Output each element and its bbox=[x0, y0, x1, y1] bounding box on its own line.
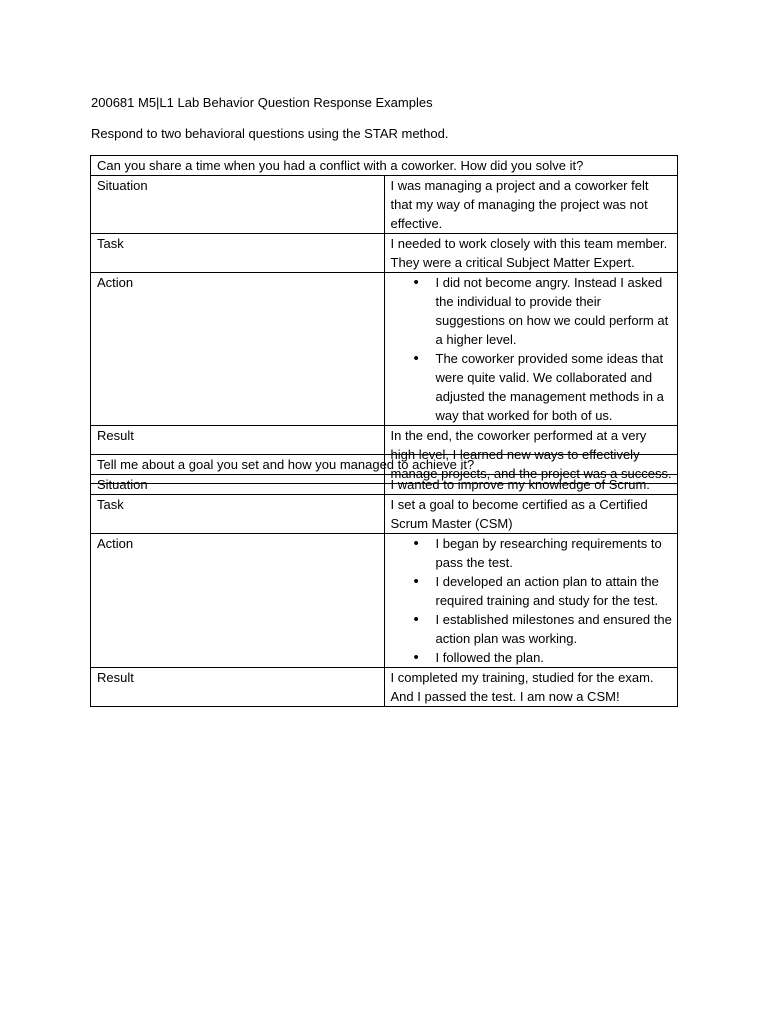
row-label: Task bbox=[91, 234, 385, 273]
star-table-goal bbox=[90, 454, 678, 707]
row-text: I set a goal to become certified as a Certified Scrum Master (CSM) bbox=[384, 495, 678, 534]
question-cell: Can you share a time when you had a conflict with a coworker. How did you solve it? bbox=[91, 156, 678, 176]
row-text: In the end, the coworker performed at a very high level, I learned new ways to effectively manage projects, and the project was a success. bbox=[384, 426, 678, 484]
row-text: I was managing a project and a coworker felt that my way of managing the project was not effective. bbox=[384, 176, 678, 234]
table-row-situation bbox=[91, 176, 678, 234]
bullet-list bbox=[391, 534, 673, 667]
row-bullets-cell bbox=[384, 273, 678, 426]
table-row-action bbox=[91, 534, 678, 668]
row-label: Action bbox=[91, 273, 385, 426]
row-bullets-cell bbox=[384, 534, 678, 668]
table-row-action bbox=[91, 273, 678, 426]
bullet-item: • I established milestones and ensured the action plan was working. bbox=[436, 610, 673, 648]
question-cell: Tell me about a goal you set and how you managed to achieve it? bbox=[91, 455, 678, 475]
question-row bbox=[91, 455, 678, 475]
bullet-item: • I began by researching requirements to pass the test. bbox=[436, 534, 673, 572]
bullet-item: • The coworker provided some ideas that were quite valid. We collaborated and adjusted the management methods in a way that worked for both of us. bbox=[436, 349, 673, 425]
row-text: I needed to work closely with this team member. They were a critical Subject Matter Expert. bbox=[384, 234, 678, 273]
table-row-result bbox=[91, 668, 678, 707]
document-title: 200681 M5|L1 Lab Behavior Question Response Examples bbox=[91, 95, 433, 110]
bullet-item: • I followed the plan. bbox=[436, 648, 673, 667]
bullet-item: • I did not become angry. Instead I asked the individual to provide their suggestions on how we could perform at a higher level. bbox=[436, 273, 673, 349]
row-text: I wanted to improve my knowledge of Scrum. bbox=[384, 475, 678, 495]
question-row bbox=[91, 156, 678, 176]
bullet-list bbox=[391, 273, 673, 425]
document-instruction: Respond to two behavioral questions using the STAR method. bbox=[91, 126, 449, 141]
row-label: Situation bbox=[91, 176, 385, 234]
row-label: Result bbox=[91, 668, 385, 707]
row-text: I completed my training, studied for the exam. And I passed the test. I am now a CSM! bbox=[384, 668, 678, 707]
table-row-task bbox=[91, 495, 678, 534]
bullet-item: • I developed an action plan to attain the required training and study for the test. bbox=[436, 572, 673, 610]
row-label: Task bbox=[91, 495, 385, 534]
row-label: Situation bbox=[91, 475, 385, 495]
star-table-conflict bbox=[90, 155, 678, 484]
row-label: Action bbox=[91, 534, 385, 668]
table-row-situation bbox=[91, 475, 678, 495]
table-row-task bbox=[91, 234, 678, 273]
row-label: Result bbox=[91, 426, 385, 484]
